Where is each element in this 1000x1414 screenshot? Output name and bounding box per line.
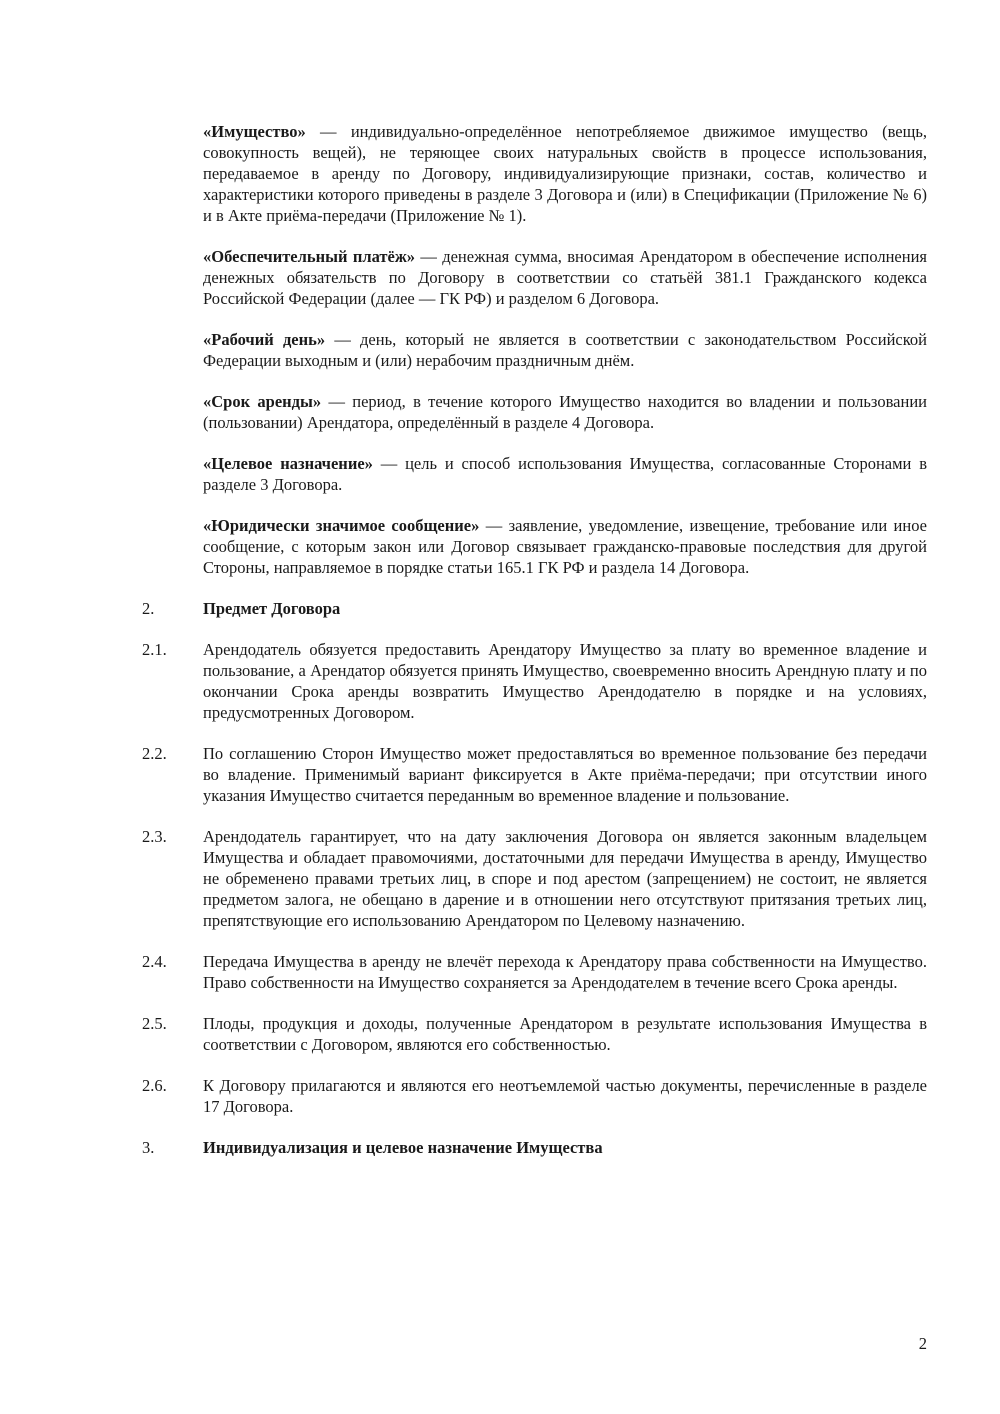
definition-term: «Целевое назначение»	[203, 454, 373, 473]
clause-text: Арендодатель гарантирует, что на дату заключения Договора он является законным владельцем Имущества и обладает правомочиями, достаточными для передачи Имущества в аренду, Имущество не обременено правами третьих лиц, в споре и под арестом (запрещением) не состоит, не является предметом залога, не обещано в дарение и в отношении него отсутствуют притязания третьих лиц, препятствующие его использованию Арендатором по Целевому назначению.	[203, 827, 927, 930]
definition-text: — заявление, уведомление, извещение, требование или иное сообщение, с которым закон или Договор связывает гражданско-правовые последствия для другой Стороны, направляемое в порядке статьи 165.1 ГК РФ и раздела 14 Договора.	[203, 516, 927, 577]
clause-text: К Договору прилагаются и являются его неотъемлемой частью документы, перечисленные в разделе 17 Договора.	[203, 1076, 927, 1116]
document-body	[142, 121, 927, 1178]
clause-number: 2.2.	[142, 744, 167, 763]
page-number: 2	[918, 1334, 927, 1353]
clause	[142, 826, 927, 931]
clause-text: Арендодатель обязуется предоставить Арендатору Имущество за плату во временное владение и пользование, а Арендатор обязуется принять Имущество, своевременно вносить Арендную плату и по окончании Срока аренды возвратить Имущество Арендодателю в порядке и на условиях, предусмотренных Договором.	[203, 640, 927, 722]
clause-text: Передача Имущества в аренду не влечёт перехода к Арендатору права собственности на Имущество. Право собственности на Имущество сохраняется за Арендодателем в течение всего Срока аренды.	[203, 952, 927, 992]
clause-number: 2.1.	[142, 640, 167, 659]
clause	[142, 951, 927, 993]
definition-legal-message	[203, 515, 927, 578]
definition-term: «Имущество»	[203, 122, 306, 141]
definition-intended-purpose	[203, 453, 927, 495]
definition-text: — день, который не является в соответствии с законодательством Российской Федерации выходным и (или) нерабочим праздничным днём.	[203, 330, 928, 370]
clause	[142, 1075, 927, 1117]
clause	[142, 639, 927, 723]
definition-term: «Обеспечительный платёж»	[203, 247, 416, 266]
definition-term: «Рабочий день»	[203, 330, 326, 349]
definition-lease-term	[203, 391, 927, 433]
definition-term: «Срок аренды»	[203, 392, 322, 411]
section-number: 3.	[142, 1138, 155, 1157]
clause-number: 2.6.	[142, 1076, 167, 1095]
clause-number: 2.5.	[142, 1014, 167, 1033]
section-title: Индивидуализация и целевое назначение Имущества	[203, 1138, 603, 1157]
definition-text: — денежная сумма, вносимая Арендатором в обеспечение исполнения денежных обязательств по Договору в соответствии со статьёй 381.1 Гражданского кодекса Российской Федерации (далее — ГК РФ) и разделом 6 Договора.	[203, 247, 927, 308]
section-number: 2.	[142, 599, 155, 618]
definition-text: — индивидуально-определённое непотребляемое движимое имущество (вещь, совокупность вещей), не теряющее своих натуральных свойств в процессе использования, передаваемое в аренду по Договору, индивидуализирующие признаки, состав, количество и характеристики которого приведены в разделе 3 Договора и (или) в Спецификации (Приложение № 6) и в Акте приёма-передачи (Приложение № 1).	[203, 122, 927, 225]
clause-text: По соглашению Сторон Имущество может предоставляться во временное пользование без передачи во владение. Применимый вариант фиксируется в Акте приёма-передачи; при отсутствии иного указания Имущество считается переданным во временное владение и пользование.	[203, 744, 927, 805]
clause-text: Плоды, продукция и доходы, полученные Арендатором в результате использования Имущества в соответствии с Договором, являются его собственностью.	[203, 1014, 927, 1054]
definition-term: «Юридически значимое сообщение»	[203, 516, 480, 535]
clause	[142, 1013, 927, 1055]
clause-number: 2.4.	[142, 952, 167, 971]
definition-security-payment	[203, 246, 927, 309]
definition-business-day	[203, 329, 927, 371]
definition-text: — период, в течение которого Имущество находится во владении и пользовании (пользовании) Арендатора, определённый в разделе 4 Договора.	[203, 392, 927, 432]
section-heading	[142, 1137, 927, 1158]
clause	[142, 743, 927, 806]
clause-number: 2.3.	[142, 827, 167, 846]
section-title: Предмет Договора	[203, 599, 341, 618]
definition-text: — цель и способ использования Имущества, согласованные Сторонами в разделе 3 Договора.	[203, 454, 927, 494]
section-heading	[142, 598, 927, 619]
definition-property	[203, 121, 927, 226]
